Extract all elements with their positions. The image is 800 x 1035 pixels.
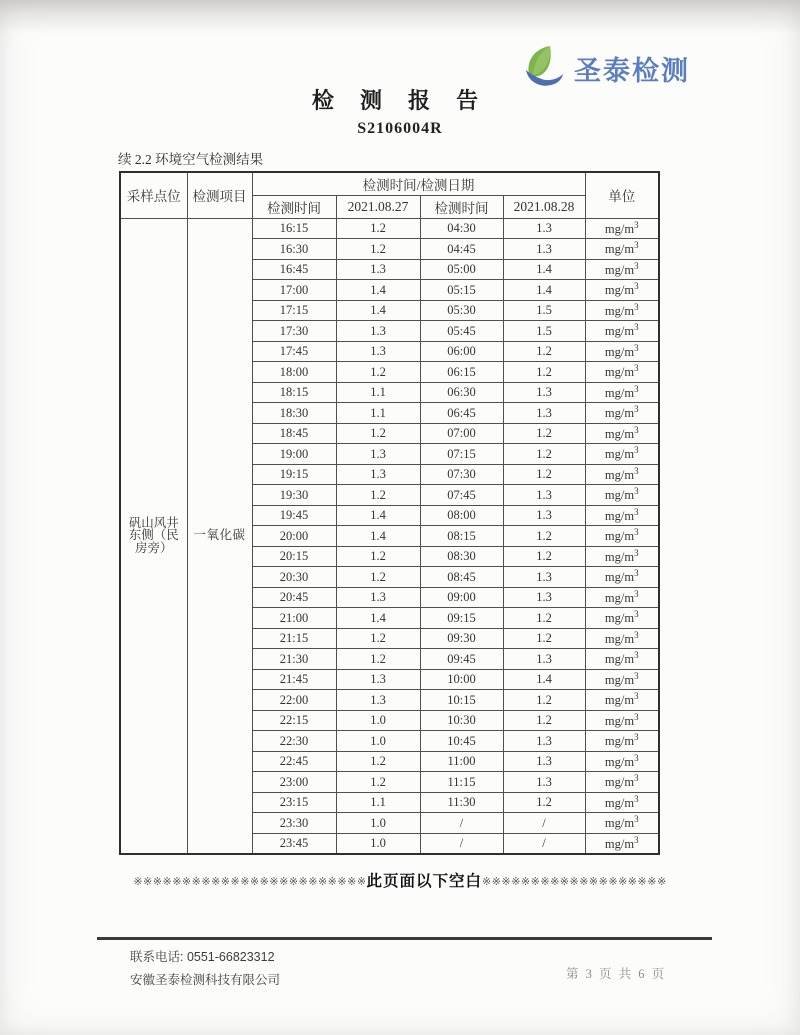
time-cell-2: 11:00 <box>420 751 503 772</box>
time-cell-1: 18:15 <box>252 382 336 403</box>
blank-below-remark <box>0 869 800 891</box>
item-cell: 一氧化碳 <box>187 218 252 854</box>
header-datetime-group: 检测时间/检测日期 <box>252 172 585 195</box>
value-cell-1: 1.2 <box>336 485 420 506</box>
time-cell-1: 22:15 <box>252 710 336 731</box>
value-cell-1: 1.2 <box>336 546 420 567</box>
unit-cell: $mg/m^3$ <box>585 218 659 239</box>
time-cell-1: 17:00 <box>252 280 336 301</box>
table-header <box>120 172 659 218</box>
leaf-icon <box>520 44 566 93</box>
value-cell-2: 1.2 <box>503 341 585 362</box>
time-cell-1: 23:30 <box>252 813 336 834</box>
time-cell-1: 22:45 <box>252 751 336 772</box>
time-cell-1: 19:00 <box>252 444 336 465</box>
value-cell-1: 1.2 <box>336 567 420 588</box>
section-caption: 续 2.2 环境空气检测结果 <box>118 152 264 167</box>
value-cell-1: 1.2 <box>336 218 420 239</box>
time-cell-2: 07:30 <box>420 464 503 485</box>
unit-cell: $mg/m^3$ <box>585 444 659 465</box>
time-cell-1: 19:15 <box>252 464 336 485</box>
time-cell-2: 06:15 <box>420 362 503 383</box>
unit-cell: $mg/m^3$ <box>585 341 659 362</box>
value-cell-2: 1.2 <box>503 423 585 444</box>
company-name: 安徽圣泰检测科技有限公司 <box>130 972 281 987</box>
page-title: 检 测 报 告 <box>311 88 489 113</box>
unit-cell: $mg/m^3$ <box>585 567 659 588</box>
value-cell-1: 1.4 <box>336 300 420 321</box>
header-item: 检测项目 <box>187 172 252 218</box>
value-cell-1: 1.4 <box>336 505 420 526</box>
value-cell-2: 1.2 <box>503 526 585 547</box>
time-cell-2: 11:30 <box>420 792 503 813</box>
time-cell-2: 04:30 <box>420 218 503 239</box>
unit-cell: $mg/m^3$ <box>585 526 659 547</box>
remark-marks-left: ※※※※※※※※※※※※※※※※※※※※※※※※ <box>133 875 367 888</box>
time-cell-1: 16:45 <box>252 259 336 280</box>
time-cell-1: 22:00 <box>252 690 336 711</box>
time-cell-1: 18:00 <box>252 362 336 383</box>
scan-artifact-band <box>0 0 800 34</box>
value-cell-1: 1.3 <box>336 259 420 280</box>
time-cell-1: 18:30 <box>252 403 336 424</box>
value-cell-1: 1.2 <box>336 362 420 383</box>
time-cell-2: 10:00 <box>420 669 503 690</box>
value-cell-1: 1.2 <box>336 628 420 649</box>
brand-name: 圣泰检测 <box>574 56 690 86</box>
unit-cell: $mg/m^3$ <box>585 649 659 670</box>
unit-cell: $mg/m^3$ <box>585 772 659 793</box>
contact-phone: 联系电话: 0551-66823312 <box>130 949 275 964</box>
value-cell-2: 1.3 <box>503 505 585 526</box>
unit-cell: $mg/m^3$ <box>585 546 659 567</box>
time-cell-1: 17:15 <box>252 300 336 321</box>
value-cell-2: 1.4 <box>503 259 585 280</box>
remark-text: 此页面以下空白 <box>366 872 483 890</box>
value-cell-1: 1.3 <box>336 690 420 711</box>
value-cell-2: / <box>503 833 585 854</box>
unit-cell: $mg/m^3$ <box>585 485 659 506</box>
time-cell-1: 23:00 <box>252 772 336 793</box>
header-time-2: 检测时间 <box>420 195 503 218</box>
value-cell-2: 1.3 <box>503 772 585 793</box>
value-cell-1: 1.2 <box>336 239 420 260</box>
value-cell-1: 1.4 <box>336 280 420 301</box>
time-cell-1: 21:45 <box>252 669 336 690</box>
unit-cell: $mg/m^3$ <box>585 505 659 526</box>
value-cell-2: 1.3 <box>503 382 585 403</box>
unit-cell: $mg/m^3$ <box>585 751 659 772</box>
time-cell-2: 04:45 <box>420 239 503 260</box>
report-number: S2106004R <box>357 120 443 137</box>
value-cell-1: 1.3 <box>336 341 420 362</box>
time-cell-1: 21:30 <box>252 649 336 670</box>
time-cell-1: 19:45 <box>252 505 336 526</box>
footer <box>130 940 800 988</box>
time-cell-2: 07:15 <box>420 444 503 465</box>
value-cell-2: 1.5 <box>503 300 585 321</box>
time-cell-1: 22:30 <box>252 731 336 752</box>
unit-cell: $mg/m^3$ <box>585 690 659 711</box>
unit-cell: $mg/m^3$ <box>585 833 659 854</box>
unit-cell: $mg/m^3$ <box>585 731 659 752</box>
time-cell-1: 20:15 <box>252 546 336 567</box>
value-cell-2: 1.3 <box>503 751 585 772</box>
value-cell-2: 1.2 <box>503 690 585 711</box>
value-cell-2: 1.4 <box>503 669 585 690</box>
table-body <box>120 218 659 854</box>
time-cell-2: 10:15 <box>420 690 503 711</box>
value-cell-2: 1.2 <box>503 608 585 629</box>
time-cell-2: 05:30 <box>420 300 503 321</box>
unit-cell: $mg/m^3$ <box>585 239 659 260</box>
value-cell-1: 1.0 <box>336 813 420 834</box>
time-cell-1: 20:45 <box>252 587 336 608</box>
value-cell-2: 1.3 <box>503 218 585 239</box>
value-cell-2: 1.5 <box>503 321 585 342</box>
time-cell-2: 05:45 <box>420 321 503 342</box>
air-quality-results-table <box>119 171 660 855</box>
unit-cell: $mg/m^3$ <box>585 587 659 608</box>
time-cell-2: 11:15 <box>420 772 503 793</box>
value-cell-2: 1.3 <box>503 403 585 424</box>
unit-cell: $mg/m^3$ <box>585 259 659 280</box>
unit-cell: $mg/m^3$ <box>585 608 659 629</box>
unit-cell: $mg/m^3$ <box>585 813 659 834</box>
time-cell-2: 07:00 <box>420 423 503 444</box>
value-cell-2: 1.2 <box>503 546 585 567</box>
time-cell-1: 20:00 <box>252 526 336 547</box>
time-cell-2: 06:30 <box>420 382 503 403</box>
time-cell-1: 21:00 <box>252 608 336 629</box>
time-cell-1: 16:15 <box>252 218 336 239</box>
unit-cell: $mg/m^3$ <box>585 669 659 690</box>
value-cell-2: 1.4 <box>503 280 585 301</box>
page-number: 第 3 页 共 6 页 <box>566 966 667 981</box>
value-cell-2: 1.3 <box>503 239 585 260</box>
value-cell-1: 1.4 <box>336 608 420 629</box>
value-cell-1: 1.0 <box>336 710 420 731</box>
table-row <box>120 218 659 239</box>
header-date-1: 2021.08.27 <box>336 195 420 218</box>
value-cell-2: 1.2 <box>503 792 585 813</box>
time-cell-1: 20:30 <box>252 567 336 588</box>
value-cell-1: 1.3 <box>336 444 420 465</box>
time-cell-1: 18:45 <box>252 423 336 444</box>
value-cell-1: 1.3 <box>336 321 420 342</box>
unit-cell: $mg/m^3$ <box>585 280 659 301</box>
time-cell-2: 08:30 <box>420 546 503 567</box>
time-cell-2: 09:30 <box>420 628 503 649</box>
unit-cell: $mg/m^3$ <box>585 628 659 649</box>
unit-cell: $mg/m^3$ <box>585 382 659 403</box>
value-cell-1: 1.0 <box>336 731 420 752</box>
time-cell-1: 23:15 <box>252 792 336 813</box>
value-cell-1: 1.2 <box>336 423 420 444</box>
value-cell-1: 1.3 <box>336 464 420 485</box>
header-sampling-point: 采样点位 <box>120 172 187 218</box>
header-unit: 单位 <box>585 172 659 218</box>
value-cell-2: 1.3 <box>503 567 585 588</box>
time-cell-2: 05:00 <box>420 259 503 280</box>
time-cell-1: 23:45 <box>252 833 336 854</box>
time-cell-2: 07:45 <box>420 485 503 506</box>
unit-cell: $mg/m^3$ <box>585 710 659 731</box>
value-cell-1: 1.1 <box>336 403 420 424</box>
value-cell-2: 1.2 <box>503 628 585 649</box>
value-cell-2: 1.3 <box>503 485 585 506</box>
value-cell-2: 1.2 <box>503 444 585 465</box>
unit-cell: $mg/m^3$ <box>585 423 659 444</box>
unit-cell: $mg/m^3$ <box>585 792 659 813</box>
time-cell-1: 17:30 <box>252 321 336 342</box>
value-cell-2: 1.2 <box>503 710 585 731</box>
value-cell-1: 1.2 <box>336 751 420 772</box>
time-cell-2: 09:15 <box>420 608 503 629</box>
time-cell-1: 21:15 <box>252 628 336 649</box>
brand-logo <box>520 44 690 93</box>
time-cell-2: 10:30 <box>420 710 503 731</box>
time-cell-2: 09:00 <box>420 587 503 608</box>
value-cell-1: 1.3 <box>336 587 420 608</box>
value-cell-1: 1.2 <box>336 649 420 670</box>
value-cell-2: / <box>503 813 585 834</box>
time-cell-2: 08:15 <box>420 526 503 547</box>
value-cell-1: 1.1 <box>336 792 420 813</box>
time-cell-2: 06:45 <box>420 403 503 424</box>
time-cell-2: / <box>420 813 503 834</box>
value-cell-1: 1.0 <box>336 833 420 854</box>
value-cell-2: 1.2 <box>503 362 585 383</box>
unit-cell: $mg/m^3$ <box>585 403 659 424</box>
time-cell-2: 08:00 <box>420 505 503 526</box>
time-cell-1: 16:30 <box>252 239 336 260</box>
time-cell-2: 08:45 <box>420 567 503 588</box>
unit-cell: $mg/m^3$ <box>585 300 659 321</box>
value-cell-1: 1.1 <box>336 382 420 403</box>
time-cell-1: 19:30 <box>252 485 336 506</box>
value-cell-2: 1.3 <box>503 649 585 670</box>
value-cell-2: 1.2 <box>503 464 585 485</box>
time-cell-2: 10:45 <box>420 731 503 752</box>
time-cell-2: / <box>420 833 503 854</box>
unit-cell: $mg/m^3$ <box>585 321 659 342</box>
unit-cell: $mg/m^3$ <box>585 464 659 485</box>
time-cell-2: 06:00 <box>420 341 503 362</box>
sampling-point-cell: 矾山风井东侧（民房旁） <box>120 218 187 854</box>
value-cell-2: 1.3 <box>503 731 585 752</box>
value-cell-1: 1.4 <box>336 526 420 547</box>
value-cell-2: 1.3 <box>503 587 585 608</box>
value-cell-1: 1.3 <box>336 669 420 690</box>
header-date-2: 2021.08.28 <box>503 195 585 218</box>
time-cell-2: 05:15 <box>420 280 503 301</box>
value-cell-1: 1.2 <box>336 772 420 793</box>
time-cell-2: 09:45 <box>420 649 503 670</box>
remark-marks-right: ※※※※※※※※※※※※※※※※※※※ <box>482 875 667 888</box>
time-cell-1: 17:45 <box>252 341 336 362</box>
header-time-1: 检测时间 <box>252 195 336 218</box>
unit-cell: $mg/m^3$ <box>585 362 659 383</box>
